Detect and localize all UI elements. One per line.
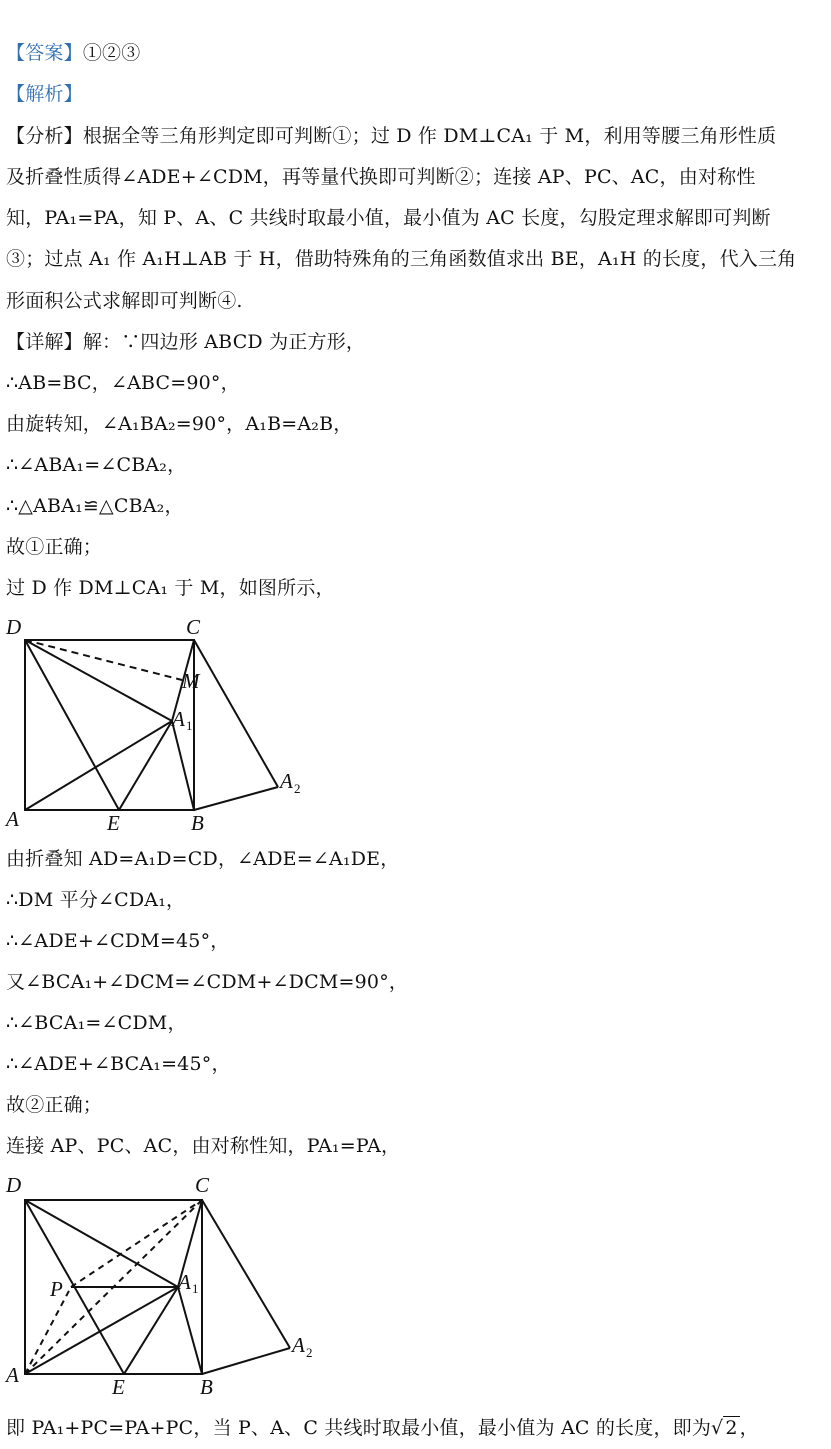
- fenxi-text-1: 根据全等三角形判定即可判断①；过 D 作 DM⊥CA₁ 于 M，利用等腰三角形性质: [82, 125, 777, 147]
- segment-ba1: [172, 721, 194, 810]
- label-d-2: D: [6, 1173, 22, 1197]
- xiangjie-step-14: 故②正确；: [6, 1094, 103, 1116]
- label-e-2: E: [112, 1375, 125, 1399]
- xiangjie-tag: 【详解】: [6, 331, 83, 353]
- label-a1-sub-2: 1: [192, 1281, 199, 1296]
- geometry-figure-1: [0, 610, 320, 840]
- label-b: B: [191, 811, 204, 835]
- answer-tag: 【答案】: [6, 42, 83, 64]
- label-d: D: [6, 615, 22, 639]
- xiangjie-step-4: ∴∠ABA₁=∠CBA₂，: [6, 454, 187, 476]
- sqrt-radicand: 2: [725, 1417, 738, 1439]
- xiangjie-step-12: ∴∠BCA₁=∠CDM，: [6, 1012, 187, 1034]
- segment-ca2-2: [202, 1200, 290, 1348]
- segment-ba1-2: [178, 1287, 202, 1374]
- segment-ba2-2: [202, 1348, 290, 1374]
- segment-aa1: [25, 721, 172, 810]
- xiangjie-step-11: 又∠BCA₁+∠DCM=∠CDM+∠DCM=90°，: [6, 971, 409, 993]
- label-b-2: B: [200, 1375, 213, 1399]
- label-a2: A: [280, 769, 293, 793]
- label-a2-sub-2: 2: [306, 1345, 313, 1360]
- xiangjie-step-3: 由旋转知，∠A₁BA₂=90°，A₁B=A₂B，: [6, 413, 353, 435]
- answer-value: ①②③: [82, 42, 141, 64]
- xiangjie-line-1: [6, 329, 365, 355]
- segment-ba2: [194, 787, 278, 810]
- figure-1-lines: [25, 640, 278, 810]
- label-e: E: [107, 811, 120, 835]
- fenxi-line-3: 知，PA₁=PA，知 P、A、C 共线时取最小值，最小值为 AC 长度，勾股定理求解即可判断: [6, 207, 771, 229]
- analysis-tag: 【解析】: [6, 83, 83, 105]
- xiangjie-step-13: ∴∠ADE+∠BCA₁=45°，: [6, 1053, 231, 1075]
- xiangjie-step-7: 过 D 作 DM⊥CA₁ 于 M，如图所示，: [6, 577, 335, 599]
- label-m: M: [182, 669, 200, 693]
- xiangjie-step-8: 由折叠知 AD=A₁D=CD，∠ADE=∠A₁DE，: [6, 848, 400, 870]
- xiangjie-step-5: ∴△ABA₁≌△CBA₂，: [6, 495, 184, 517]
- fenxi-line-4: ③；过点 A₁ 作 A₁H⊥AB 于 H，借助特殊角的三角函数值求出 BE，A₁H 的长度，代入三角: [6, 248, 797, 270]
- last-line-tail: ，: [739, 1417, 759, 1439]
- label-c-2: C: [195, 1173, 210, 1197]
- xiangjie-step-9: ∴DM 平分∠CDA₁，: [6, 889, 186, 911]
- sqrt-expression: √ 2: [711, 1417, 738, 1439]
- label-a2-sub: 2: [294, 781, 301, 796]
- xiangjie-last-line: [6, 1415, 759, 1441]
- segment-ea1: [119, 721, 172, 810]
- geometry-figure-2: [0, 1168, 330, 1400]
- label-c: C: [186, 615, 201, 639]
- xiangjie-step-10: ∴∠ADE+∠CDM=45°，: [6, 930, 230, 952]
- label-a1: A: [172, 707, 185, 731]
- last-line-text: 即 PA₁+PC=PA+PC，当 P、A、C 共线时取最小值，最小值为 AC 的长度，即为: [6, 1417, 712, 1439]
- segment-ca2: [194, 640, 278, 787]
- label-a2-2: A: [292, 1333, 305, 1357]
- segment-da1-2: [25, 1200, 178, 1287]
- analysis-tag-line: [6, 81, 83, 107]
- label-p: P: [50, 1277, 63, 1301]
- segment-ea1-2: [124, 1287, 178, 1374]
- xiangjie-step-15: 连接 AP、PC、AC，由对称性知，PA₁=PA，: [6, 1135, 401, 1157]
- xiangjie-step-6: 故①正确；: [6, 536, 103, 558]
- label-a-2: A: [6, 1363, 19, 1387]
- fenxi-tag: 【分析】: [6, 125, 83, 147]
- label-a: A: [6, 807, 19, 831]
- fenxi-line-1: [6, 123, 776, 149]
- fenxi-line-2: 及折叠性质得∠ADE+∠CDM，再等量代换即可判断②；连接 AP、PC、AC，由对称性: [6, 166, 756, 188]
- answer-line: [6, 40, 140, 66]
- fenxi-line-5: 形面积公式求解即可判断④.: [6, 290, 243, 312]
- label-a1-2: A: [178, 1270, 191, 1294]
- segment-dm-dashed: [25, 640, 182, 680]
- xiangjie-step-1: 解：∵四边形 ABCD 为正方形，: [82, 331, 366, 353]
- label-a1-sub: 1: [186, 718, 193, 733]
- xiangjie-step-2: ∴AB=BC，∠ABC=90°，: [6, 372, 240, 394]
- figure-2-lines: [25, 1200, 290, 1374]
